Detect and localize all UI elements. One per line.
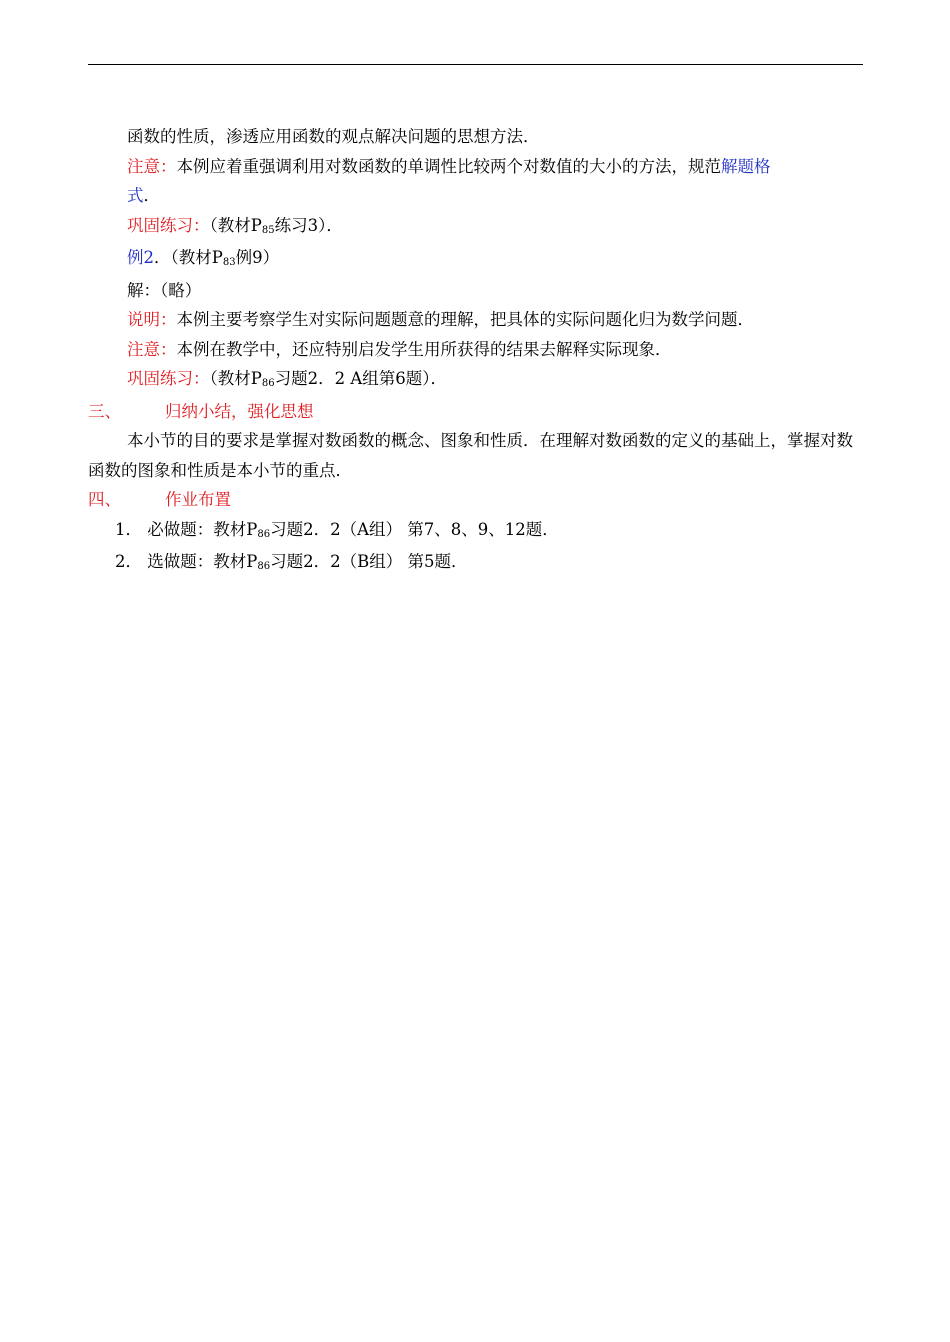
note-label-2: 注意：	[127, 339, 177, 359]
line-solution: 解：（略）	[127, 280, 202, 300]
highlight-text-cont: 式	[127, 186, 144, 205]
practice-label-2: 巩固练习：	[127, 369, 210, 388]
header-rule	[88, 64, 863, 65]
line-practice-2: 巩固练习：（教材$P_{86}$习题2．2 A组第6题）．	[127, 369, 447, 389]
section-3-heading	[88, 397, 868, 427]
line-note-1: 注意：本例应着重强调利用对数函数的单调性比较两个对数值的大小的方法，规范解题格	[127, 156, 771, 176]
line-explanation: 说明：本例主要考察学生对实际问题题意的理解，把具体的实际问题化归为数学问题．	[127, 310, 754, 329]
section-3-title: 归纳小结，强化思想	[165, 401, 314, 421]
section-3-number: 三、	[88, 401, 121, 421]
section-4-title: 作业布置	[165, 490, 231, 509]
section-3-paragraph: 本小节的目的要求是掌握对数函数的概念、图象和性质．在理解对数函数的定义的基础上，掌握对数函数的图象和性质是本小节的重点．	[88, 431, 853, 480]
explanation-label: 说明：	[127, 310, 177, 329]
note-label: 注意：	[127, 156, 177, 176]
document-body	[88, 122, 868, 580]
line-practice-1: 巩固练习：（教材$P_{85}$练习3）．	[127, 215, 343, 236]
line-function-properties: 函数的性质，渗透应用函数的观点解决问题的思想方法．	[127, 127, 540, 146]
highlight-text: 解题格	[721, 156, 771, 176]
line-note-2: 注意：本例在教学中，还应特别启发学生用所获得的结果去解释实际现象．	[127, 339, 672, 359]
section-4-heading	[88, 485, 868, 515]
line-note-1-cont: 式．	[127, 186, 160, 205]
homework-item-required: 1． 必做题：教材$P_{86}$习题2．2（A组） 第7、8、9、12题．	[115, 519, 559, 540]
homework-item-optional: 2． 选做题：教材$P_{86}$习题2．2（B组） 第5题．	[115, 552, 468, 572]
example-label: 例2	[127, 248, 154, 267]
line-example-2: 例2．（教材$P_{83}$例9）	[127, 248, 280, 268]
section-4-number: 四、	[88, 490, 121, 509]
practice-label: 巩固练习：	[127, 215, 210, 235]
